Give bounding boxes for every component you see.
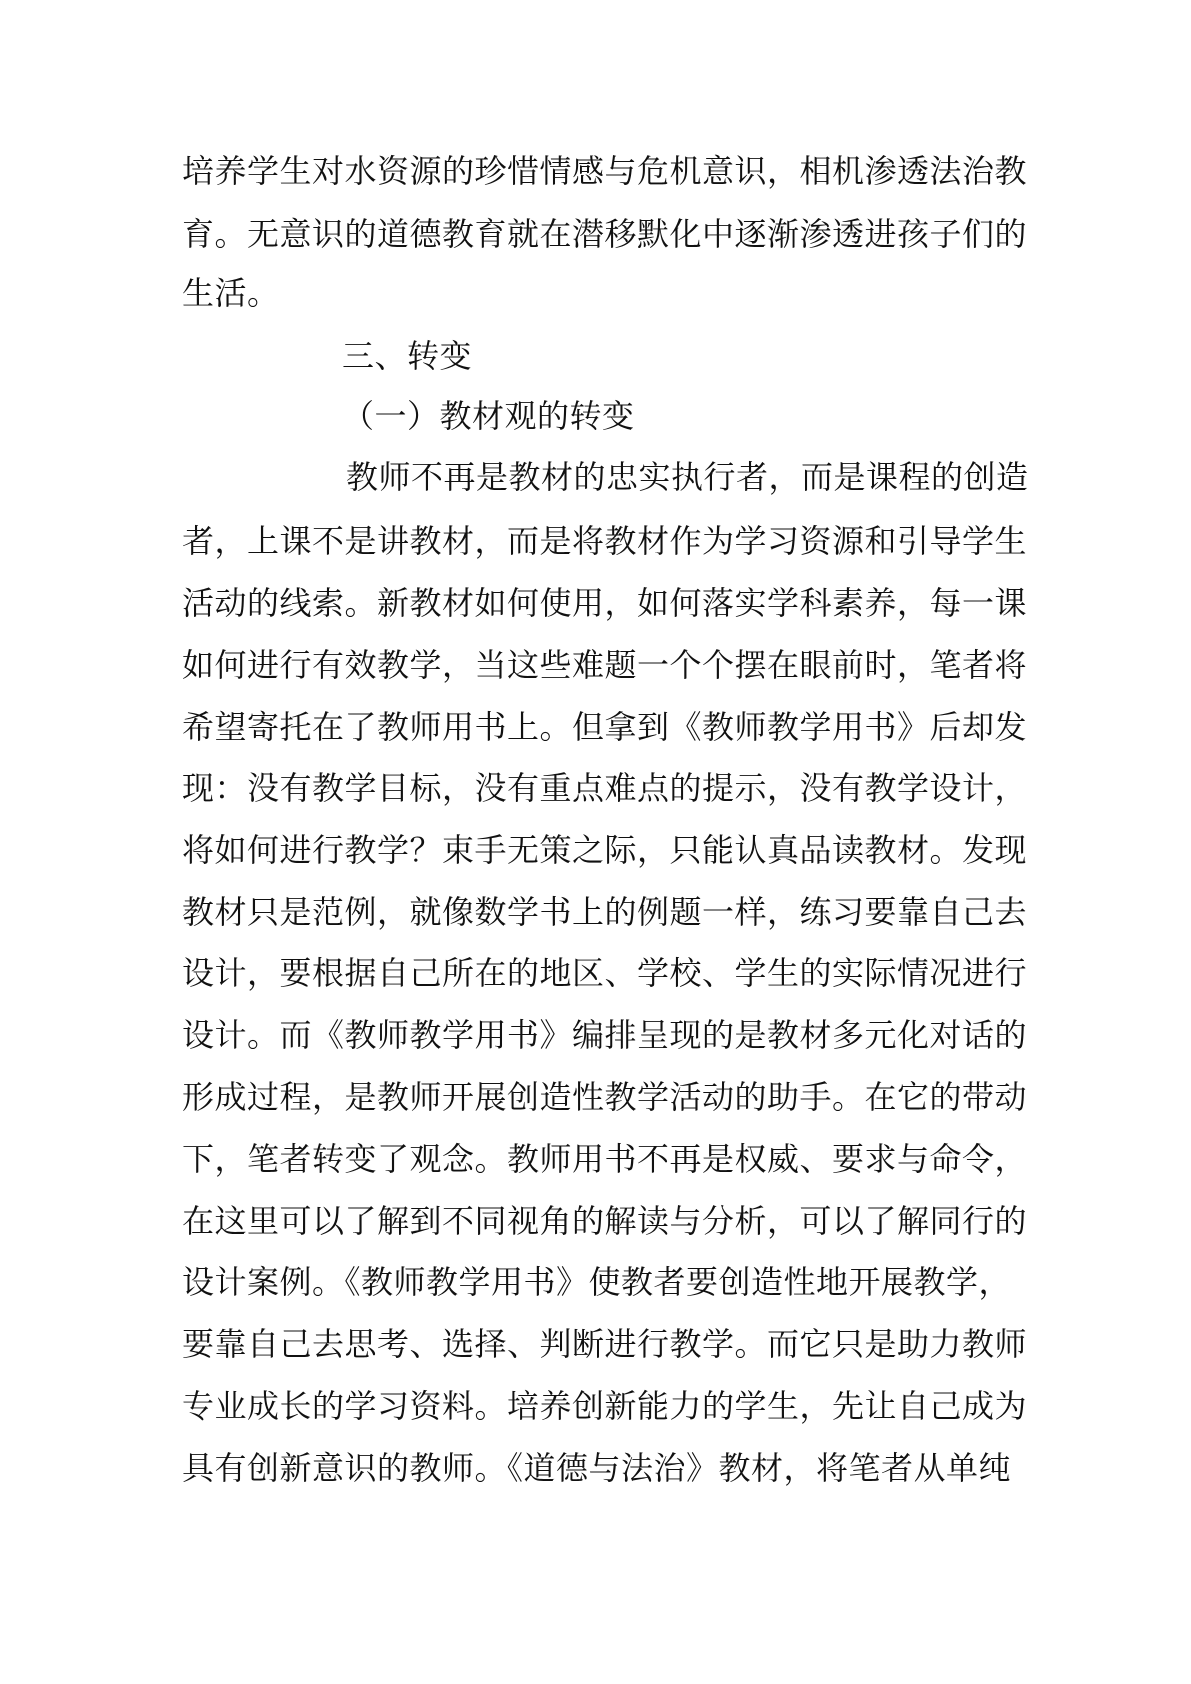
- paragraph-line: 现：没有教学目标，没有重点难点的提示，没有教学设计，: [182, 769, 1028, 807]
- paragraph-line: 教师不再是教材的忠实执行者，而是课程的创造: [346, 458, 1029, 496]
- paragraph-line: 者，上课不是讲教材，而是将教材作为学习资源和引导学生: [182, 522, 1028, 560]
- paragraph-line: 将如何进行教学？束手无策之际，只能认真品读教材。发现: [182, 831, 1028, 869]
- paragraph-line: 生活。: [182, 274, 280, 312]
- paragraph-line: 具有创新意识的教师。《道德与法治》教材，将笔者从单纯: [182, 1449, 1012, 1487]
- paragraph-line: 要靠自己去思考、选择、判断进行教学。而它只是助力教师: [182, 1325, 1028, 1363]
- paragraph-line: 教材只是范例，就像数学书上的例题一样，练习要靠自己去: [182, 893, 1028, 931]
- paragraph-line: 设计。而《教师教学用书》编排呈现的是教材多元化对话的: [182, 1016, 1028, 1054]
- section-heading: 三、转变: [342, 337, 473, 375]
- paragraph-line: 设计，要根据自己所在的地区、学校、学生的实际情况进行: [182, 954, 1028, 992]
- paragraph-line: 培养学生对水资源的珍惜情感与危机意识，相机渗透法治教: [182, 152, 1028, 190]
- paragraph-line: 如何进行有效教学，当这些难题一个个摆在眼前时，笔者将: [182, 646, 1028, 684]
- paragraph-line: 在这里可以了解到不同视角的解读与分析，可以了解同行的: [182, 1202, 1028, 1240]
- paragraph-line: 形成过程，是教师开展创造性教学活动的助手。在它的带动: [182, 1078, 1028, 1116]
- paragraph-line: 活动的线索。新教材如何使用，如何落实学科素养，每一课: [182, 584, 1028, 622]
- paragraph-line: 专业成长的学习资料。培养创新能力的学生，先让自己成为: [182, 1387, 1028, 1425]
- paragraph-line: 设计案例。《教师教学用书》使教者要创造性地开展教学，: [182, 1263, 1012, 1301]
- paragraph-line: 希望寄托在了教师用书上。但拿到《教师教学用书》后却发: [182, 708, 1028, 746]
- paragraph-line: 下，笔者转变了观念。教师用书不再是权威、要求与命令，: [182, 1140, 1028, 1178]
- subsection-heading: （一）教材观的转变: [342, 397, 635, 435]
- paragraph-line: 育。无意识的道德教育就在潜移默化中逐渐渗透进孩子们的: [182, 215, 1028, 253]
